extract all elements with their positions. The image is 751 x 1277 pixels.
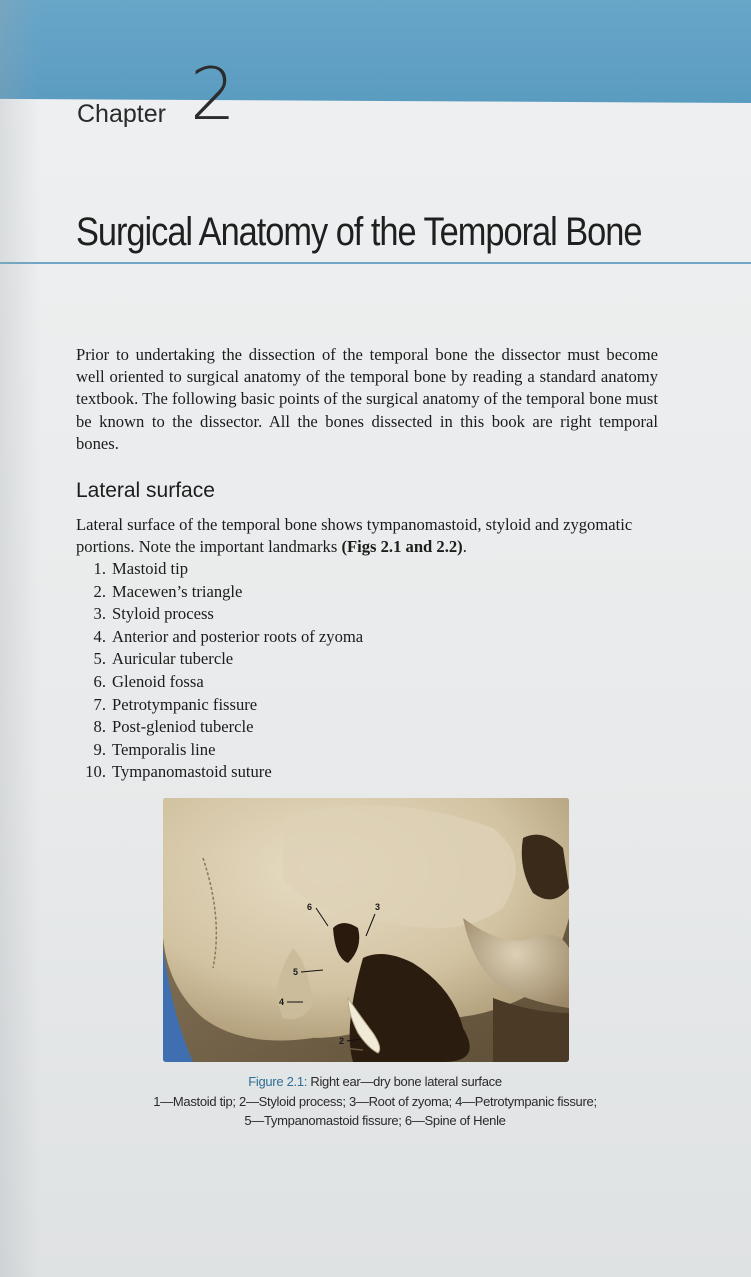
landmark-label: Mastoid tip [112,559,189,578]
caption-figure-label: Figure 2.1: [248,1074,308,1089]
landmark-number: 1. [93,559,106,578]
svg-text:3: 3 [375,902,381,912]
landmark-number: 2. [93,581,106,601]
landmark-number: 8. [93,717,106,737]
chapter-label: Chapter [77,100,166,128]
section-heading: Lateral surface [76,479,215,502]
caption-line-2: 1—Mastoid tip; 2—Styloid process; 3—Root of zyoma; 4—Petrotympanic fissure; [153,1093,597,1109]
landmark-label: Tympanomastoid suture [112,762,272,782]
svg-text:4: 4 [279,997,285,1007]
figure-caption [90,1072,660,1131]
landmark-label: Auricular tubercle [112,649,234,669]
skull-photo-illustration [163,798,569,1062]
landmark-list [76,558,363,784]
svg-text:2: 2 [339,1036,345,1046]
landmark-number: 4. [93,626,106,646]
caption-line-3: 5—Tympanomastoid fissure; 6—Spine of Henle [244,1113,506,1128]
landmark-number: 10. [85,762,106,782]
landmark-item [76,716,363,739]
figure-skull-photo [163,798,569,1062]
landmark-item [76,626,363,649]
chapter-header-band [0,0,751,103]
landmark-label: Styloid process [112,604,214,624]
landmark-label: Glenoid fossa [112,671,204,691]
section-text-after: . [462,537,467,557]
chapter-number: 2 [190,52,236,136]
landmark-number: 5. [93,649,106,669]
figure-reference: (Figs 2.1 and 2.2) [341,537,463,557]
landmark-item [76,694,363,717]
chapter-title: Surgical Anatomy of the Temporal Bone [76,210,642,254]
landmark-item [76,581,363,604]
caption-line-1 [90,1072,660,1092]
figure-marker-1 [285,996,290,1006]
landmark-number: 7. [93,694,106,714]
svg-text:6: 6 [307,902,313,912]
landmark-number: 9. [93,739,106,759]
section-paragraph [76,514,676,558]
title-rule [0,262,751,264]
landmark-item [76,761,363,784]
landmark-label: Petrotympanic fissure [112,694,258,714]
landmark-label: Temporalis line [112,739,216,759]
landmark-item [76,648,363,671]
landmark-number: 3. [93,604,106,624]
section-text-before: Lateral surface of the temporal bone shows tympanomastoid, styloid and zygomatic portions. Note the important landmarks [76,515,633,557]
landmark-item [76,739,363,762]
landmark-number: 6. [93,671,106,691]
intro-paragraph: Prior to undertaking the dissection of the temporal bone the dissector must become well oriented to surgical anatomy of the temporal bone by reading a standard anatomy textbook. The following basic points of the surgical anatomy of the temporal bone must be known to the dissector. All the bones dissected in this book are right temporal bones. [76,345,658,453]
svg-text:5: 5 [293,967,299,977]
landmark-label: Anterior and posterior roots of zyoma [112,626,364,646]
landmark-item [76,558,363,581]
landmark-item [76,603,363,626]
landmark-item [76,671,363,694]
landmark-label: Post-gleniod tubercle [112,717,254,737]
landmark-label: Macewen’s triangle [112,581,243,601]
caption-title: Right ear—dry bone lateral surface [307,1074,502,1089]
